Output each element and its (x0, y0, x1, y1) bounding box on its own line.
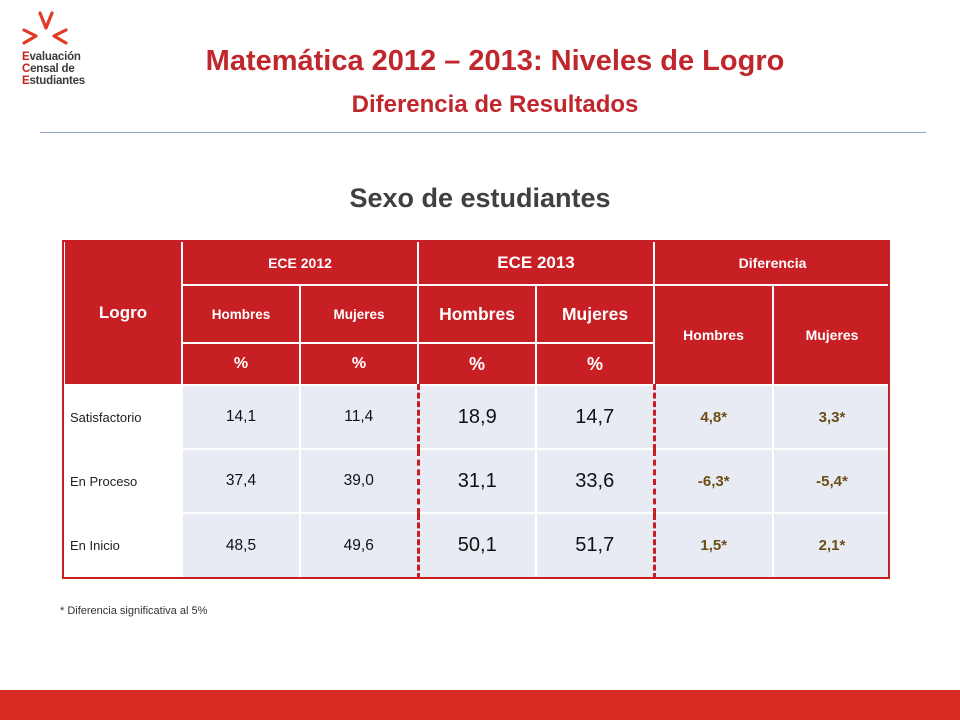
table-row (64, 449, 891, 513)
row-label: En Proceso (64, 449, 182, 513)
cell-mujeres-2013: 51,7 (536, 513, 654, 578)
table-row (64, 513, 891, 578)
mujeres-2013-header: Mujeres (536, 285, 654, 343)
header-row-groups (64, 241, 891, 285)
cell-hombres-2013: 50,1 (418, 513, 536, 578)
hombres-2013-header: Hombres (418, 285, 536, 343)
mujeres-diff-header: Mujeres (773, 285, 891, 385)
row-label: En Inicio (64, 513, 182, 578)
footnote: * Diferencia significativa al 5% (60, 605, 208, 617)
cell-hombres-2012: 48,5 (182, 513, 300, 578)
unit-header: % (418, 343, 536, 385)
diferencia-header: Diferencia (654, 241, 891, 285)
section-title: Sexo de estudiantes (349, 183, 611, 213)
ece-logo (20, 8, 100, 98)
cell-hombres-2012: 37,4 (182, 449, 300, 513)
results-table (63, 240, 892, 579)
ece-logo-mark-icon (20, 8, 90, 50)
header-row-sex (64, 285, 891, 343)
unit-header: % (536, 343, 654, 385)
ece2012-header: ECE 2012 (182, 241, 418, 285)
cell-diff-mujeres: 3,3* (773, 385, 891, 449)
cell-mujeres-2012: 11,4 (300, 385, 418, 449)
unit-header: % (182, 343, 300, 385)
hombres-diff-header: Hombres (654, 285, 773, 385)
ece2013-header: ECE 2013 (418, 241, 654, 285)
cell-hombres-2012: 14,1 (182, 385, 300, 449)
mujeres-2012-header: Mujeres (300, 285, 418, 343)
page-title: Matemática 2012 – 2013: Niveles de Logro (205, 45, 785, 77)
cell-diff-hombres: 1,5* (654, 513, 773, 578)
cell-mujeres-2012: 49,6 (300, 513, 418, 578)
hombres-2012-header: Hombres (182, 285, 300, 343)
cell-mujeres-2013: 14,7 (536, 385, 654, 449)
unit-header: % (300, 343, 418, 385)
cell-diff-hombres: -6,3* (654, 449, 773, 513)
bottom-bar (0, 690, 960, 720)
cell-mujeres-2012: 39,0 (300, 449, 418, 513)
page-subtitle: Diferencia de Resultados (351, 91, 639, 118)
cell-mujeres-2013: 33,6 (536, 449, 654, 513)
cell-diff-mujeres: 2,1* (773, 513, 891, 578)
cell-hombres-2013: 18,9 (418, 385, 536, 449)
cell-diff-mujeres: -5,4* (773, 449, 891, 513)
row-label: Satisfactorio (64, 385, 182, 449)
cell-diff-hombres: 4,8* (654, 385, 773, 449)
header-divider (40, 132, 926, 133)
table-row (64, 385, 891, 449)
cell-hombres-2013: 31,1 (418, 449, 536, 513)
ece-logo-text: Evaluación Censal de Estudiantes (22, 51, 85, 87)
logro-header: Logro (64, 241, 182, 385)
